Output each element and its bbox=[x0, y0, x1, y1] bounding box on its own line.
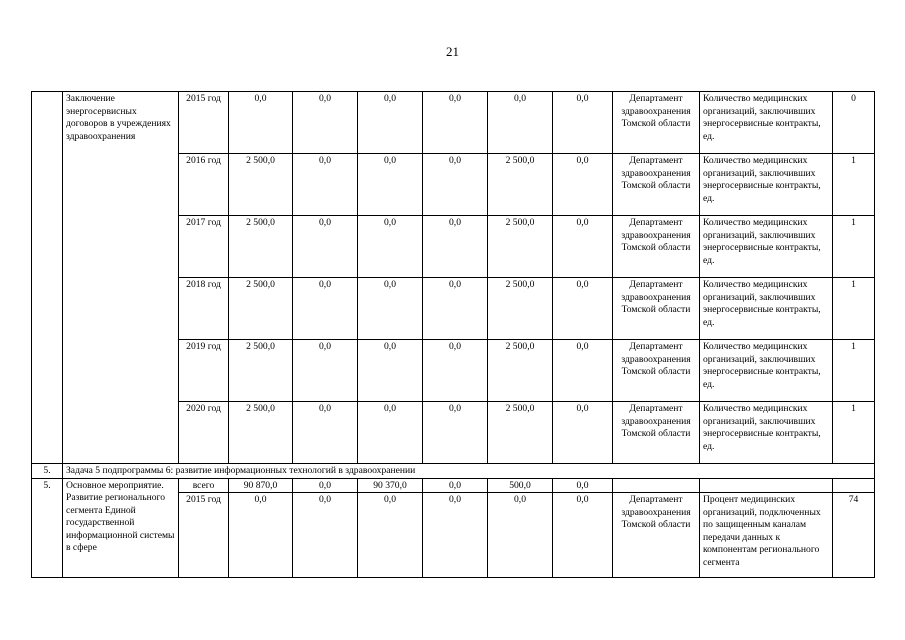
table-row bbox=[32, 92, 875, 154]
total-cell: 2 500,0 bbox=[229, 402, 293, 464]
amount-cell: 0,0 bbox=[553, 216, 613, 278]
amount-cell: 0,0 bbox=[358, 493, 423, 578]
indicator-cell: Количество медицинских организаций, заключивших энергосервисные контракты, ед. bbox=[700, 278, 833, 340]
amount-cell: 0,0 bbox=[423, 154, 488, 216]
amount-cell: 2 500,0 bbox=[488, 216, 553, 278]
amount-cell: 0,0 bbox=[293, 154, 358, 216]
amount-cell: 90 370,0 bbox=[358, 478, 423, 493]
year-cell: 2019 год bbox=[179, 340, 229, 402]
measure-name-cell: Основное мероприятие. Развитие регионального сегмента Единой государственной информационной системы в сфере bbox=[63, 478, 179, 578]
budget-table bbox=[31, 91, 875, 578]
amount-cell: 0,0 bbox=[553, 92, 613, 154]
amount-cell: 500,0 bbox=[488, 478, 553, 493]
amount-cell: 0,0 bbox=[358, 216, 423, 278]
amount-cell: 0,0 bbox=[358, 402, 423, 464]
amount-cell: 0,0 bbox=[423, 340, 488, 402]
amount-cell: 0,0 bbox=[423, 478, 488, 493]
amount-cell: 0,0 bbox=[553, 493, 613, 578]
year-cell: 2017 год bbox=[179, 216, 229, 278]
measure-name-cell: Заключение энергосервисных договоров в учреждениях здравоохранения bbox=[63, 92, 179, 464]
indicator-value-cell: 1 bbox=[833, 402, 875, 464]
indicator-value-cell: 1 bbox=[833, 216, 875, 278]
total-cell: 2 500,0 bbox=[229, 216, 293, 278]
indicator-value-cell: 1 bbox=[833, 278, 875, 340]
total-cell: 90 870,0 bbox=[229, 478, 293, 493]
total-cell: 2 500,0 bbox=[229, 154, 293, 216]
executor-cell bbox=[613, 478, 700, 493]
row-number-cell bbox=[32, 92, 63, 464]
year-cell: всего bbox=[179, 478, 229, 493]
amount-cell: 0,0 bbox=[293, 493, 358, 578]
task-row bbox=[32, 464, 875, 479]
amount-cell: 0,0 bbox=[293, 402, 358, 464]
indicator-value-cell: 1 bbox=[833, 340, 875, 402]
total-cell: 2 500,0 bbox=[229, 340, 293, 402]
amount-cell: 2 500,0 bbox=[488, 402, 553, 464]
page-number: 21 bbox=[446, 44, 459, 59]
executor-cell: Департамент здравоохранения Томской области bbox=[613, 154, 700, 216]
amount-cell: 0,0 bbox=[553, 278, 613, 340]
amount-cell: 0,0 bbox=[358, 154, 423, 216]
amount-cell: 0,0 bbox=[488, 493, 553, 578]
indicator-value-cell: 1 bbox=[833, 154, 875, 216]
amount-cell: 0,0 bbox=[423, 402, 488, 464]
indicator-cell bbox=[700, 478, 833, 493]
amount-cell: 0,0 bbox=[423, 92, 488, 154]
row-number-cell: 5. bbox=[32, 478, 63, 578]
amount-cell: 0,0 bbox=[553, 478, 613, 493]
amount-cell: 0,0 bbox=[293, 478, 358, 493]
amount-cell: 2 500,0 bbox=[488, 154, 553, 216]
amount-cell: 0,0 bbox=[358, 278, 423, 340]
year-cell: 2015 год bbox=[179, 92, 229, 154]
amount-cell: 0,0 bbox=[553, 402, 613, 464]
amount-cell: 0,0 bbox=[358, 340, 423, 402]
executor-cell: Департамент здравоохранения Томской области bbox=[613, 92, 700, 154]
amount-cell: 0,0 bbox=[488, 92, 553, 154]
total-cell: 2 500,0 bbox=[229, 278, 293, 340]
year-cell: 2020 год bbox=[179, 402, 229, 464]
task-title-cell: Задача 5 подпрограммы 6: развитие информационных технологий в здравоохранении bbox=[63, 464, 875, 479]
executor-cell: Департамент здравоохранения Томской области bbox=[613, 278, 700, 340]
executor-cell: Департамент здравоохранения Томской области bbox=[613, 402, 700, 464]
indicator-cell: Процент медицинских организаций, подключенных по защищенным каналам передачи данных к компонентам регионального сегмента bbox=[700, 493, 833, 578]
amount-cell: 2 500,0 bbox=[488, 340, 553, 402]
amount-cell: 2 500,0 bbox=[488, 278, 553, 340]
amount-cell: 0,0 bbox=[553, 340, 613, 402]
indicator-cell: Количество медицинских организаций, заключивших энергосервисные контракты, ед. bbox=[700, 216, 833, 278]
table-row bbox=[32, 478, 875, 493]
year-cell: 2015 год bbox=[179, 493, 229, 578]
amount-cell: 0,0 bbox=[423, 216, 488, 278]
total-cell: 0,0 bbox=[229, 92, 293, 154]
indicator-cell: Количество медицинских организаций, заключивших энергосервисные контракты, ед. bbox=[700, 340, 833, 402]
amount-cell: 0,0 bbox=[293, 92, 358, 154]
indicator-cell: Количество медицинских организаций, заключивших энергосервисные контракты, ед. bbox=[700, 154, 833, 216]
total-cell: 0,0 bbox=[229, 493, 293, 578]
year-cell: 2016 год bbox=[179, 154, 229, 216]
indicator-cell: Количество медицинских организаций, заключивших энергосервисные контракты, ед. bbox=[700, 402, 833, 464]
table-body bbox=[32, 92, 875, 578]
year-cell: 2018 год bbox=[179, 278, 229, 340]
executor-cell: Департамент здравоохранения Томской области bbox=[613, 493, 700, 578]
amount-cell: 0,0 bbox=[293, 216, 358, 278]
amount-cell: 0,0 bbox=[423, 493, 488, 578]
amount-cell: 0,0 bbox=[553, 154, 613, 216]
amount-cell: 0,0 bbox=[358, 92, 423, 154]
task-number-cell: 5. bbox=[32, 464, 63, 479]
indicator-cell: Количество медицинских организаций, заключивших энергосервисные контракты, ед. bbox=[700, 92, 833, 154]
amount-cell: 0,0 bbox=[423, 278, 488, 340]
amount-cell: 0,0 bbox=[293, 278, 358, 340]
indicator-value-cell: 0 bbox=[833, 92, 875, 154]
indicator-value-cell bbox=[833, 478, 875, 493]
executor-cell: Департамент здравоохранения Томской области bbox=[613, 340, 700, 402]
executor-cell: Департамент здравоохранения Томской области bbox=[613, 216, 700, 278]
indicator-value-cell: 74 bbox=[833, 493, 875, 578]
amount-cell: 0,0 bbox=[293, 340, 358, 402]
